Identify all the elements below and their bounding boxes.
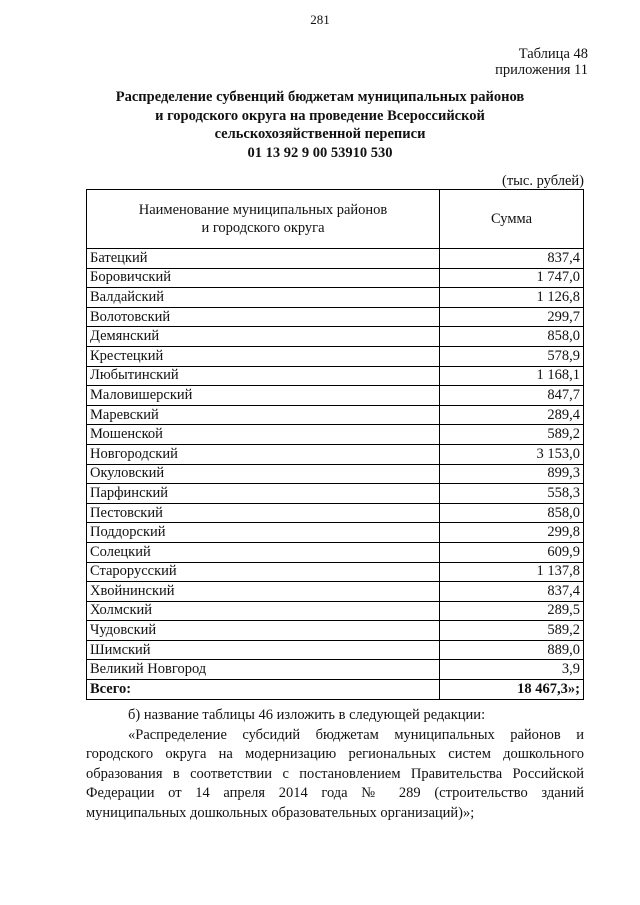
district-name: Холмский [87,601,440,621]
table-row [87,621,584,641]
district-name: Демянский [87,327,440,347]
units-label: (тыс. рублей) [502,173,584,189]
total-suffix: »; [567,680,580,697]
table-row [87,484,584,504]
table-row [87,464,584,484]
title-line: и городского округа на проведение Всероссийской [155,107,485,124]
document-title [60,88,580,162]
table-row [87,307,584,327]
district-name: Боровичский [87,268,440,288]
district-sum: 589,2 [440,621,584,641]
appendix-number: приложения 11 [495,62,588,78]
table-row [87,288,584,308]
district-name: Великий Новгород [87,660,440,680]
district-name: Солецкий [87,542,440,562]
table-row [87,542,584,562]
district-name: Маловишерский [87,386,440,406]
table-row [87,562,584,582]
district-name: Крестецкий [87,346,440,366]
district-name: Волотовский [87,307,440,327]
subvention-table [86,189,584,700]
table-row [87,268,584,288]
table-row [87,660,584,680]
district-name: Парфинский [87,484,440,504]
title-line: сельскохозяйственной переписи [214,126,426,142]
district-sum: 558,3 [440,484,584,504]
district-name: Новгородский [87,444,440,464]
table-row [87,405,584,425]
table-row [87,503,584,523]
district-sum: 289,5 [440,601,584,621]
total-label: Всего: [87,680,440,700]
district-name: Валдайский [87,288,440,308]
district-name: Шимский [87,640,440,660]
table-row [87,327,584,347]
page-number: 281 [310,12,330,27]
table-row [87,249,584,269]
table-row [87,444,584,464]
district-sum: 858,0 [440,327,584,347]
budget-code: 01 13 92 9 00 53910 530 [247,144,393,161]
district-name: Старорусский [87,562,440,582]
table-row [87,425,584,445]
district-sum: 299,8 [440,523,584,543]
table-row [87,366,584,386]
table-reference [495,46,588,78]
table-number: Таблица 48 [518,46,588,62]
district-name: Чудовский [87,621,440,641]
district-name: Хвойнинский [87,582,440,602]
table-header-row [87,190,584,249]
district-name: Окуловский [87,464,440,484]
district-name: Поддорский [87,523,440,543]
district-name: Батецкий [87,249,440,269]
district-sum: 837,4 [440,582,584,602]
district-sum: 578,9 [440,346,584,366]
total-sum [440,680,584,700]
district-sum: 1 747,0 [440,268,584,288]
district-sum: 289,4 [440,405,584,425]
district-sum: 1 126,8 [440,288,584,308]
district-sum: 589,2 [440,425,584,445]
paragraph: «Распределение субсидий бюджетам муниципальных районов и городского округа на модернизацию региональных систем дошкольного образования в соответствии с постановлением Правительства Российской Федерации от 14 апреля 2014 года № 289 (строительство зданий муниципальных дошкольных образовательных организаций)»; [86,726,584,821]
table-row [87,601,584,621]
header-sum: Сумма [440,190,584,249]
table-row [87,640,584,660]
total-sum-value: 18 467,3 [517,680,568,697]
district-sum: 299,7 [440,307,584,327]
table-row [87,346,584,366]
district-name: Маревский [87,405,440,425]
district-sum: 1 168,1 [440,366,584,386]
table-row [87,386,584,406]
district-sum: 3,9 [440,660,584,680]
district-sum: 609,9 [440,542,584,562]
table-body [87,249,584,700]
table-row [87,582,584,602]
total-row [87,680,584,700]
district-sum: 899,3 [440,464,584,484]
district-name: Пестовский [87,503,440,523]
table-row [87,523,584,543]
district-name: Мошенской [87,425,440,445]
district-name: Любытинский [87,366,440,386]
paragraph: б) название таблицы 46 изложить в следующей редакции: [128,707,486,723]
district-sum: 3 153,0 [440,444,584,464]
district-sum: 889,0 [440,640,584,660]
district-sum: 858,0 [440,503,584,523]
header-name [87,190,440,249]
header-name-line: и городского округа [201,220,325,236]
district-sum: 837,4 [440,249,584,269]
header-name-line: Наименование муниципальных районов [138,202,388,218]
amendment-text [86,706,584,823]
district-sum: 1 137,8 [440,562,584,582]
district-sum: 847,7 [440,386,584,406]
title-line: Распределение субвенций бюджетам муниципальных районов [115,89,525,105]
